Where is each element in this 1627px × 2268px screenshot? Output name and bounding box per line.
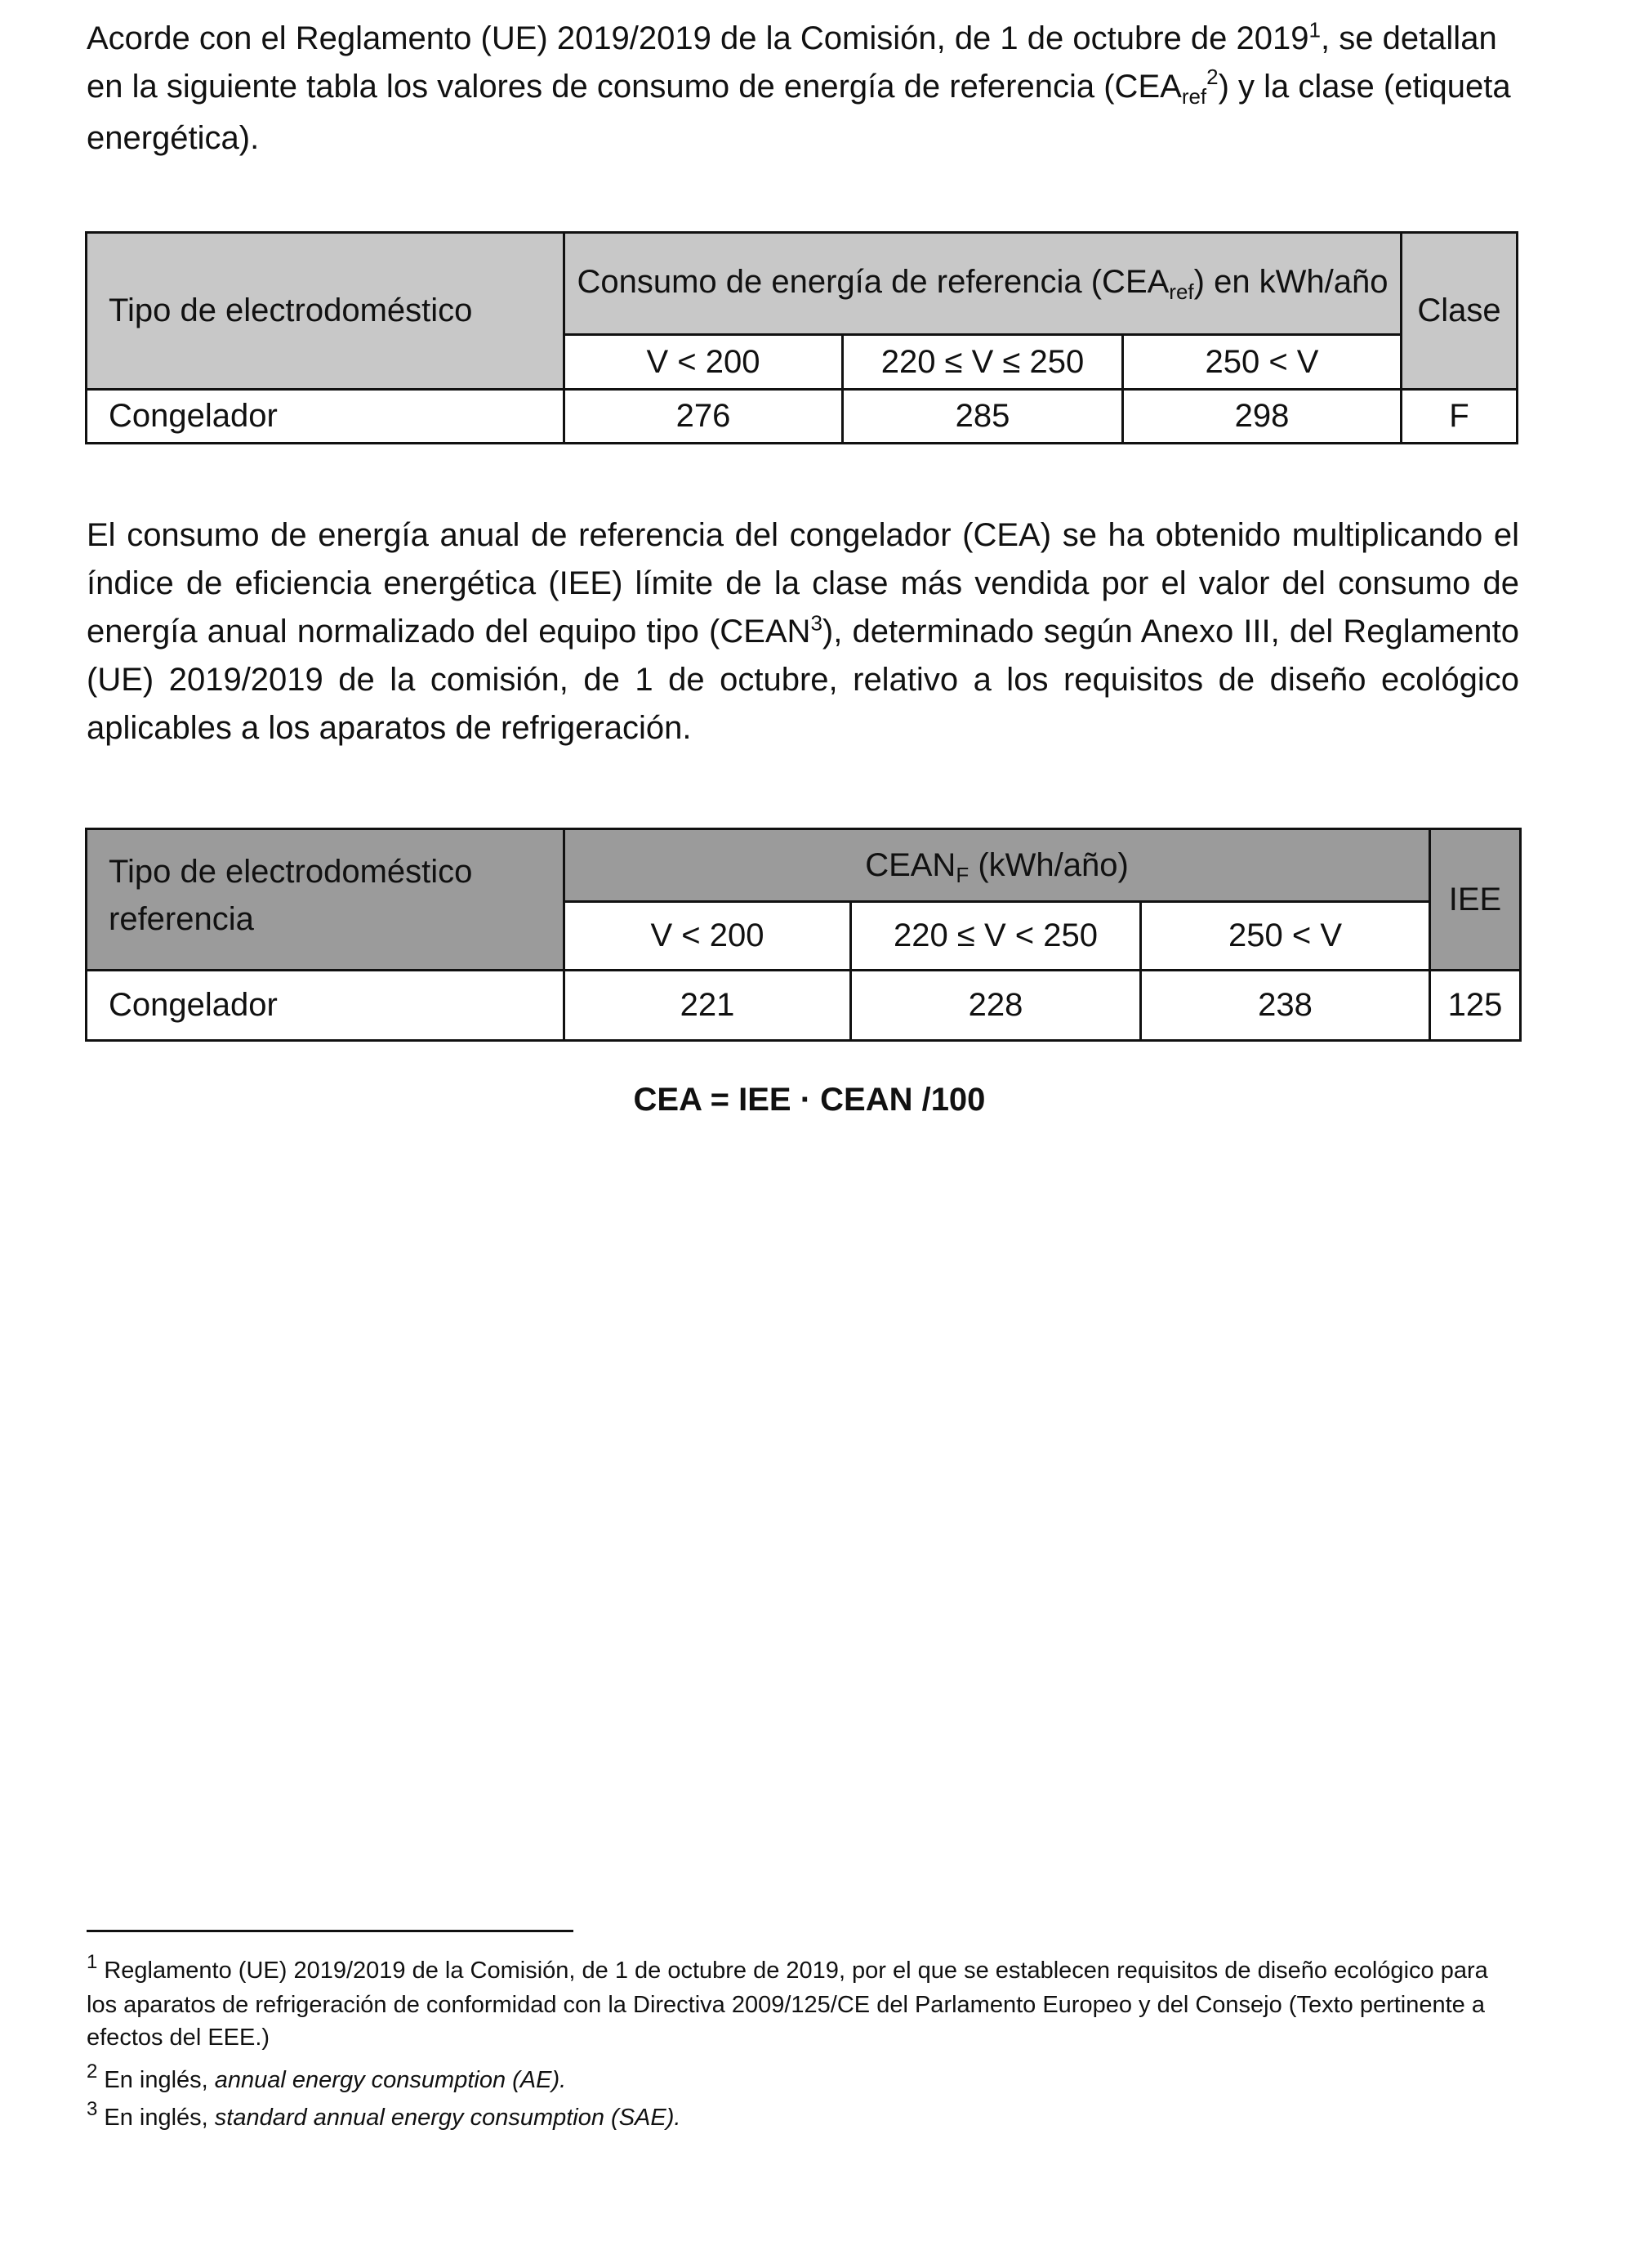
table2-header-iee: IEE	[1430, 829, 1521, 971]
footnote-ref-3[interactable]: 3	[810, 610, 822, 636]
footnote-italic-text: standard annual energy consumption (SAE).	[214, 2105, 681, 2131]
method-text-2: ), determinado según Anexo III, del Reglamento (UE) 2019/2019 de la comisión, de 1 de octubre, relativo a los requisitos de diseño ecológico aplicables a los aparatos de refrigeración.	[87, 614, 1520, 746]
footnote-2	[87, 2060, 1524, 2098]
footnote-separator	[87, 1930, 573, 1932]
method-text-1: El consumo de energía anual de referencia del congelador (CEA) se ha obtenido multiplicando el índice de eficiencia energética (IEE) límite de la clase más vendida por el valor del consumo de energía anual normalizado del equipo tipo (CEAN	[87, 517, 1519, 650]
footnote-text: En inglés,	[104, 2105, 215, 2131]
intro-text-1: Acorde con el Reglamento (UE) 2019/2019 de la Comisión, de 1 de octubre de 2019	[87, 20, 1309, 56]
table2-header-type: Tipo de electrodoméstico referencia	[87, 829, 564, 971]
table1-cell-value: 276	[564, 390, 843, 444]
table1-cell-class: F	[1402, 390, 1518, 444]
cean-iee-table	[85, 828, 1522, 1042]
table1-subheader-volume: 250 < V	[1123, 335, 1402, 390]
table2-subheader-volume: 220 ≤ V < 250	[851, 902, 1141, 971]
table1-header-class: Clase	[1402, 233, 1518, 390]
table-row	[87, 971, 1521, 1041]
table2-cell-value: 228	[851, 971, 1141, 1041]
table2-cell-iee: 125	[1430, 971, 1521, 1041]
reference-consumption-table	[85, 231, 1518, 444]
formula: CEA = IEE · CEAN /100	[633, 1082, 986, 1118]
intro-text-2: , se detallan en la siguiente tabla los valores de consumo de energía de referencia (CEA	[87, 20, 1497, 105]
footnote-number: 1	[87, 1951, 98, 1973]
table2-cell-value: 238	[1141, 971, 1430, 1041]
table1-cell-value: 285	[843, 390, 1123, 444]
method-paragraph	[87, 511, 1519, 752]
footnote-number: 3	[87, 2098, 98, 2120]
table2-row-type: Congelador	[87, 971, 564, 1041]
table1-header-type: Tipo de electrodoméstico	[87, 233, 564, 390]
table1-subheader-volume: 220 ≤ V ≤ 250	[843, 335, 1123, 390]
table2-subheader-volume: V < 200	[564, 902, 851, 971]
intro-paragraph	[87, 15, 1519, 163]
footnote-1	[87, 1951, 1524, 2054]
footnote-text: Reglamento (UE) 2019/2019 de la Comisión, de 1 de octubre de 2019, por el que se establecen requisitos de diseño ecológico para los aparatos de refrigeración de conformidad con la Directiva 2009/125/CE del Parlamento Europeo y del Consejo (Texto pertinente a efectos del EEE.)	[87, 1958, 1488, 2051]
table1-subheader-volume: V < 200	[564, 335, 843, 390]
footnote-ref-1[interactable]: 1	[1308, 17, 1321, 42]
table1-row-type: Congelador	[87, 390, 564, 444]
table-row	[87, 390, 1518, 444]
footnote-italic-text: annual energy consumption (AE).	[214, 2067, 567, 2093]
footnote-text: En inglés,	[104, 2067, 215, 2093]
ref-subscript: ref	[1181, 84, 1207, 109]
table2-subheader-volume: 250 < V	[1141, 902, 1430, 971]
table1-header-consumption: Consumo de energía de referencia $(CEA_{ref})$ en kWh/año	[564, 233, 1402, 335]
table1-cell-value: 298	[1123, 390, 1402, 444]
table2-header-cean: $CEAN_F$ (kWh/año)	[564, 829, 1430, 902]
footnote-number: 2	[87, 2060, 98, 2083]
table2-cell-value: 221	[564, 971, 851, 1041]
footnote-3	[87, 2098, 1524, 2136]
footnote-ref-2[interactable]: 2	[1206, 65, 1219, 89]
intro-text-3: ) y la clase (etiqueta energética).	[87, 69, 1511, 156]
